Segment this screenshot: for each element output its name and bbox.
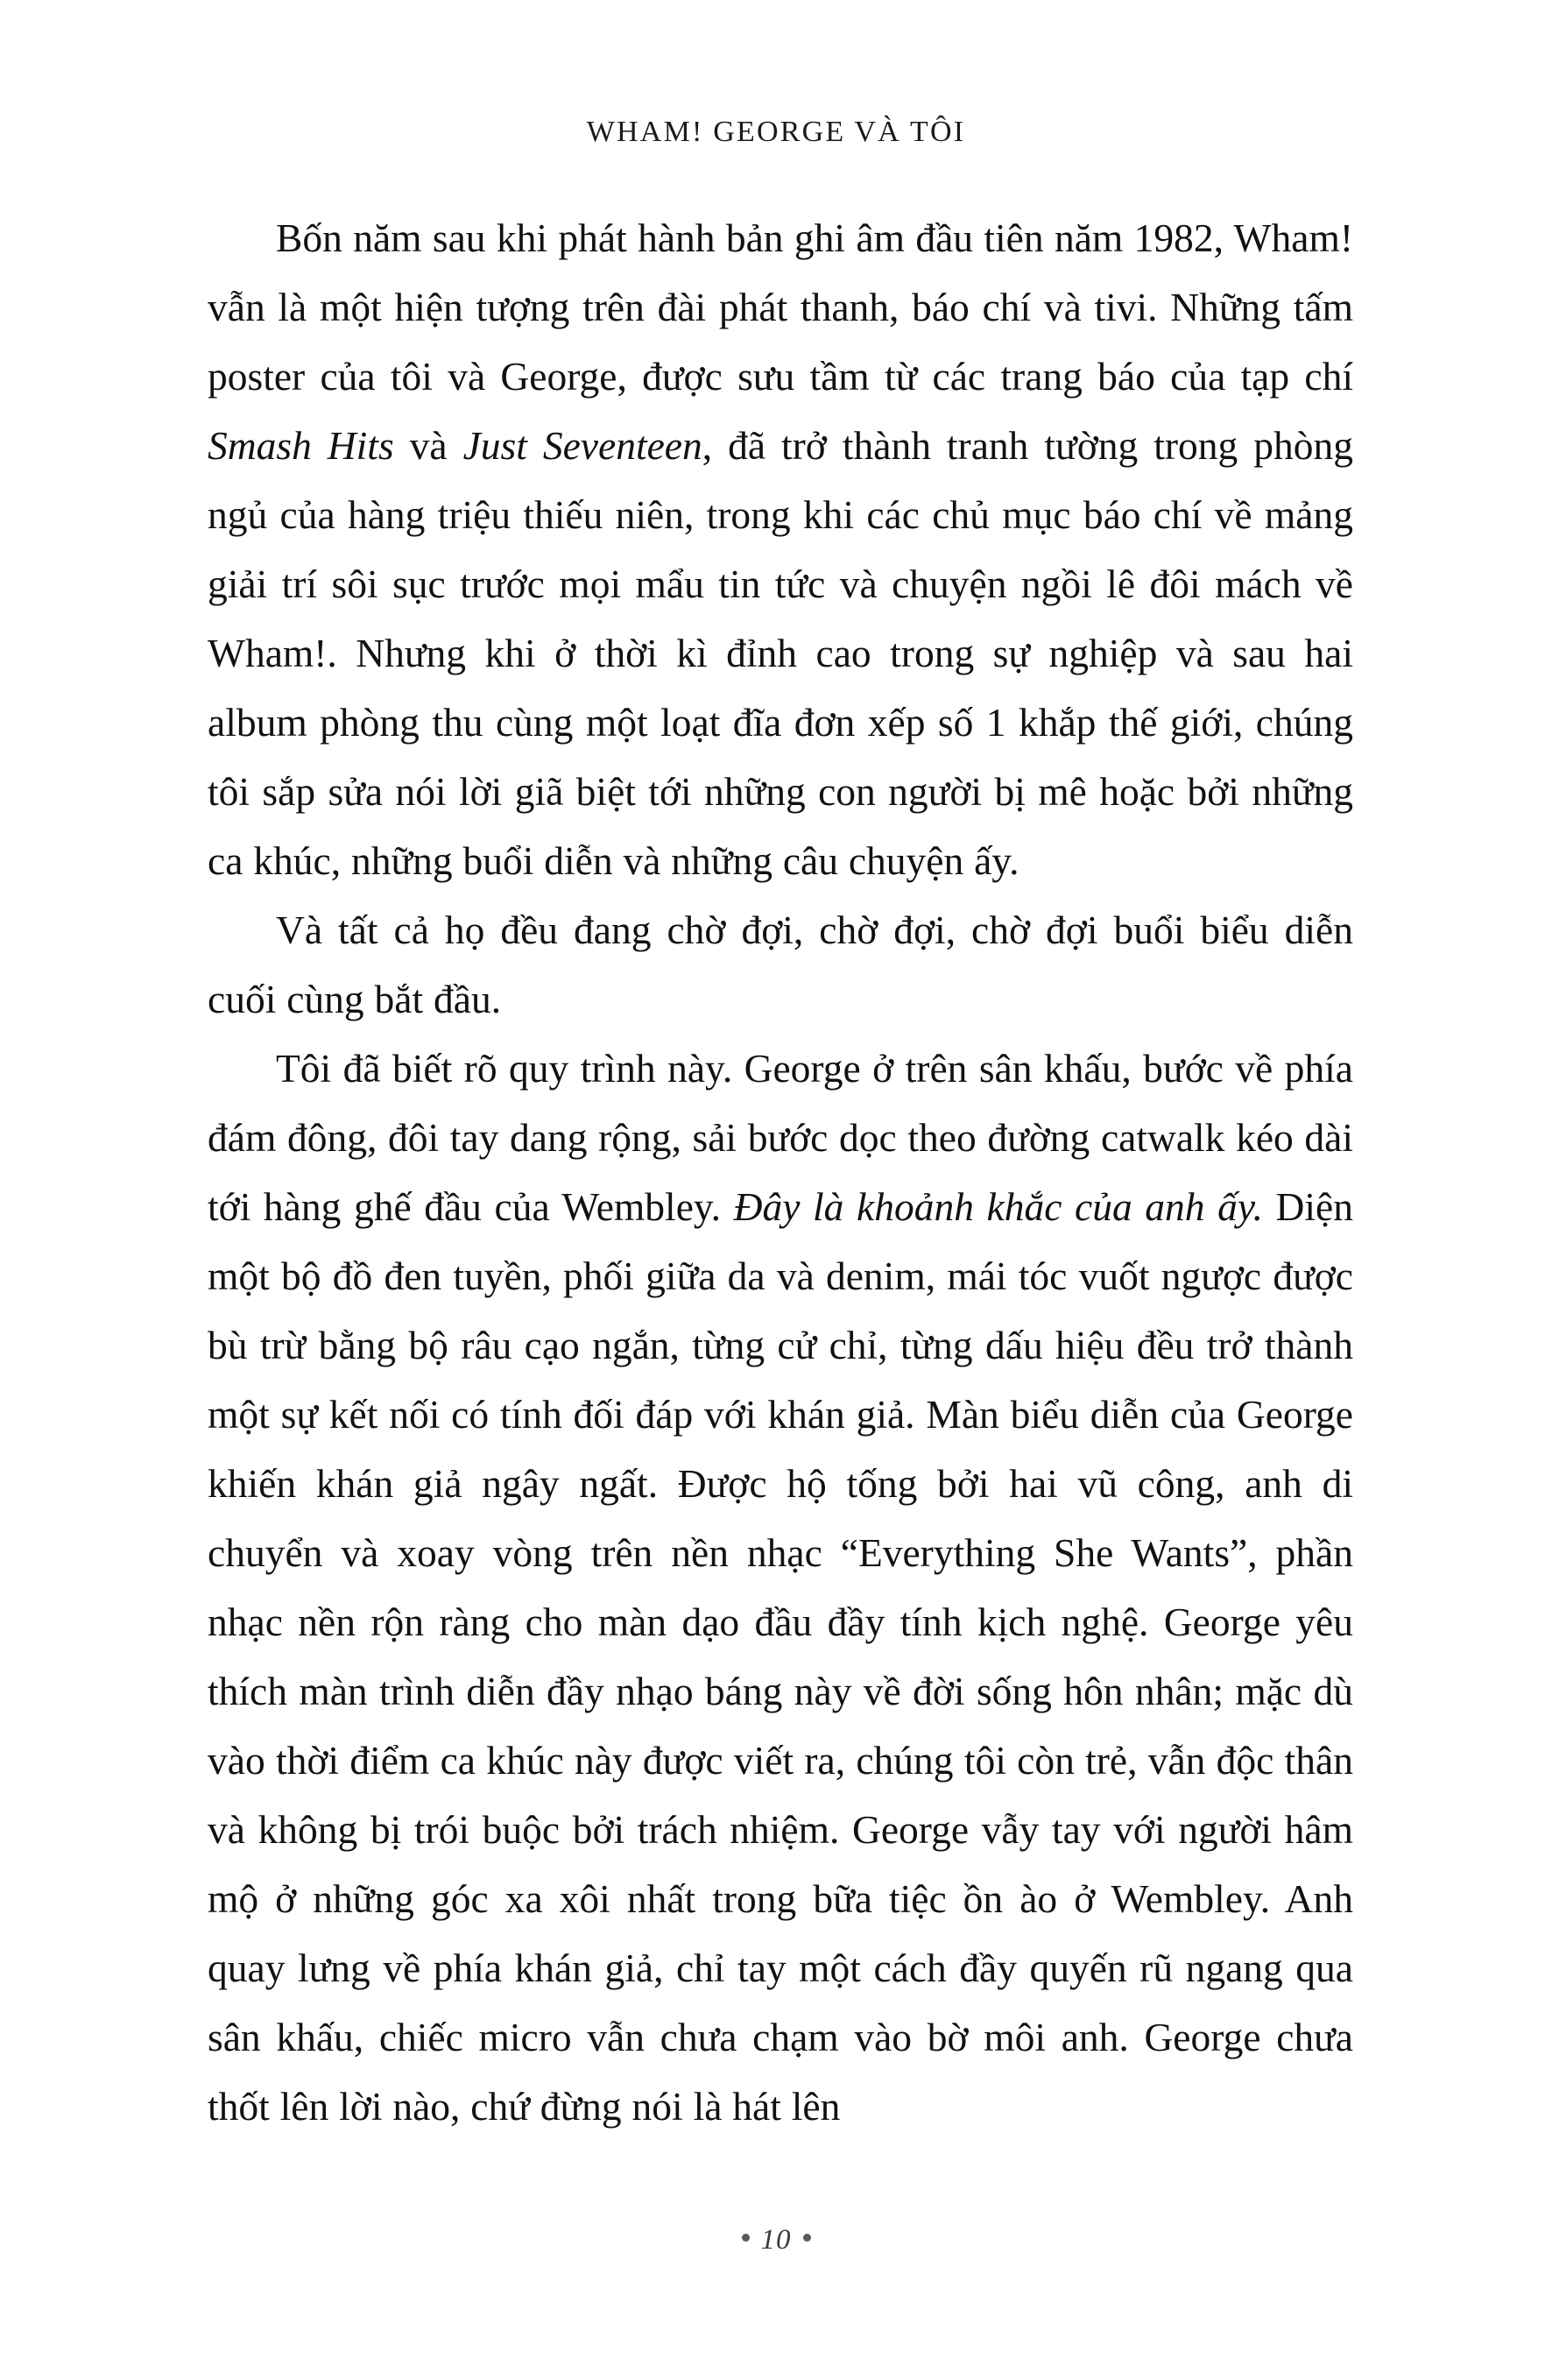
text-run: , đã trở thành tranh tường trong phòng ngủ của hàng triệu thiếu niên, trong khi các chủ mục báo chí về mảng giải trí sôi sục trước mọi mẩu tin tức và chuyện ngồi lê đôi mách về Wham!. Nhưng khi ở thời kì đỉnh cao trong sự nghiệp và sau hai album phòng thu cùng một loạt đĩa đơn xếp số 1 khắp thế giới, chúng tôi sắp sửa nói lời giã biệt tới những con người bị mê hoặc bởi những ca khúc, những buổi diễn và những câu chuyện ấy.: [208, 423, 1354, 883]
paragraph: [208, 203, 1353, 895]
italic-run: Smash Hits: [208, 423, 394, 468]
text-run: Tôi đã biết rõ quy trình này. George ở trên sân khấu, bước về phía đám đông, đôi tay dang rộng, sải bước dọc theo đường catwalk kéo dài tới hàng ghế đầu của Wembley.: [208, 1046, 1353, 1229]
folio-left-dot-icon: [742, 2234, 750, 2242]
body-text-block: [208, 203, 1353, 2141]
text-run: Và tất cả họ đều đang chờ đợi, chờ đợi, chờ đợi buổi biểu diễn cuối cùng bắt đầu.: [208, 908, 1353, 1021]
text-run: Bốn năm sau khi phát hành bản ghi âm đầu tiên năm 1982, Wham! vẫn là một hiện tượng trên đài phát thanh, báo chí và tivi. Những tấm poster của tôi và George, được sưu tầm từ các trang báo của tạp chí: [208, 215, 1353, 399]
folio-right-dot-icon: [803, 2234, 811, 2242]
running-head: WHAM! GEORGE VÀ TÔI: [586, 116, 966, 148]
page-folio: [0, 2223, 1552, 2255]
paragraph: [208, 1034, 1353, 2141]
page-number: 10: [760, 2224, 792, 2256]
italic-run: Đây là khoảnh khắc của anh ấy.: [733, 1184, 1263, 1229]
text-run: Diện một bộ đồ đen tuyền, phối giữa da và denim, mái tóc vuốt ngược được bù trừ bằng bộ râu cạo ngắn, từng cử chỉ, từng dấu hiệu đều trở thành một sự kết nối có tính đối đáp với khán giả. Màn biểu diễn của George khiến khán giả ngây ngất. Được hộ tống bởi hai vũ công, anh di chuyển và xoay vòng trên nền nhạc “Everything She Wants”, phần nhạc nền rộn ràng cho màn dạo đầu đầy tính kịch nghệ. George yêu thích màn trình diễn đầy nhạo báng này về đời sống hôn nhân; mặc dù vào thời điểm ca khúc này được viết ra, chúng tôi còn trẻ, vẫn độc thân và không bị trói buộc bởi trách nhiệm. George vẫy tay với người hâm mộ ở những góc xa xôi nhất trong bữa tiệc ồn ào ở Wembley. Anh quay lưng về phía khán giả, chỉ tay một cách đầy quyến rũ ngang qua sân khấu, chiếc micro vẫn chưa chạm vào bờ môi anh. George chưa thốt lên lời nào, chứ đừng nói là hát lên: [208, 1184, 1353, 2129]
paragraph: [208, 895, 1353, 1034]
text-run: và: [393, 423, 463, 468]
italic-run: Just Seventeen: [462, 423, 702, 468]
